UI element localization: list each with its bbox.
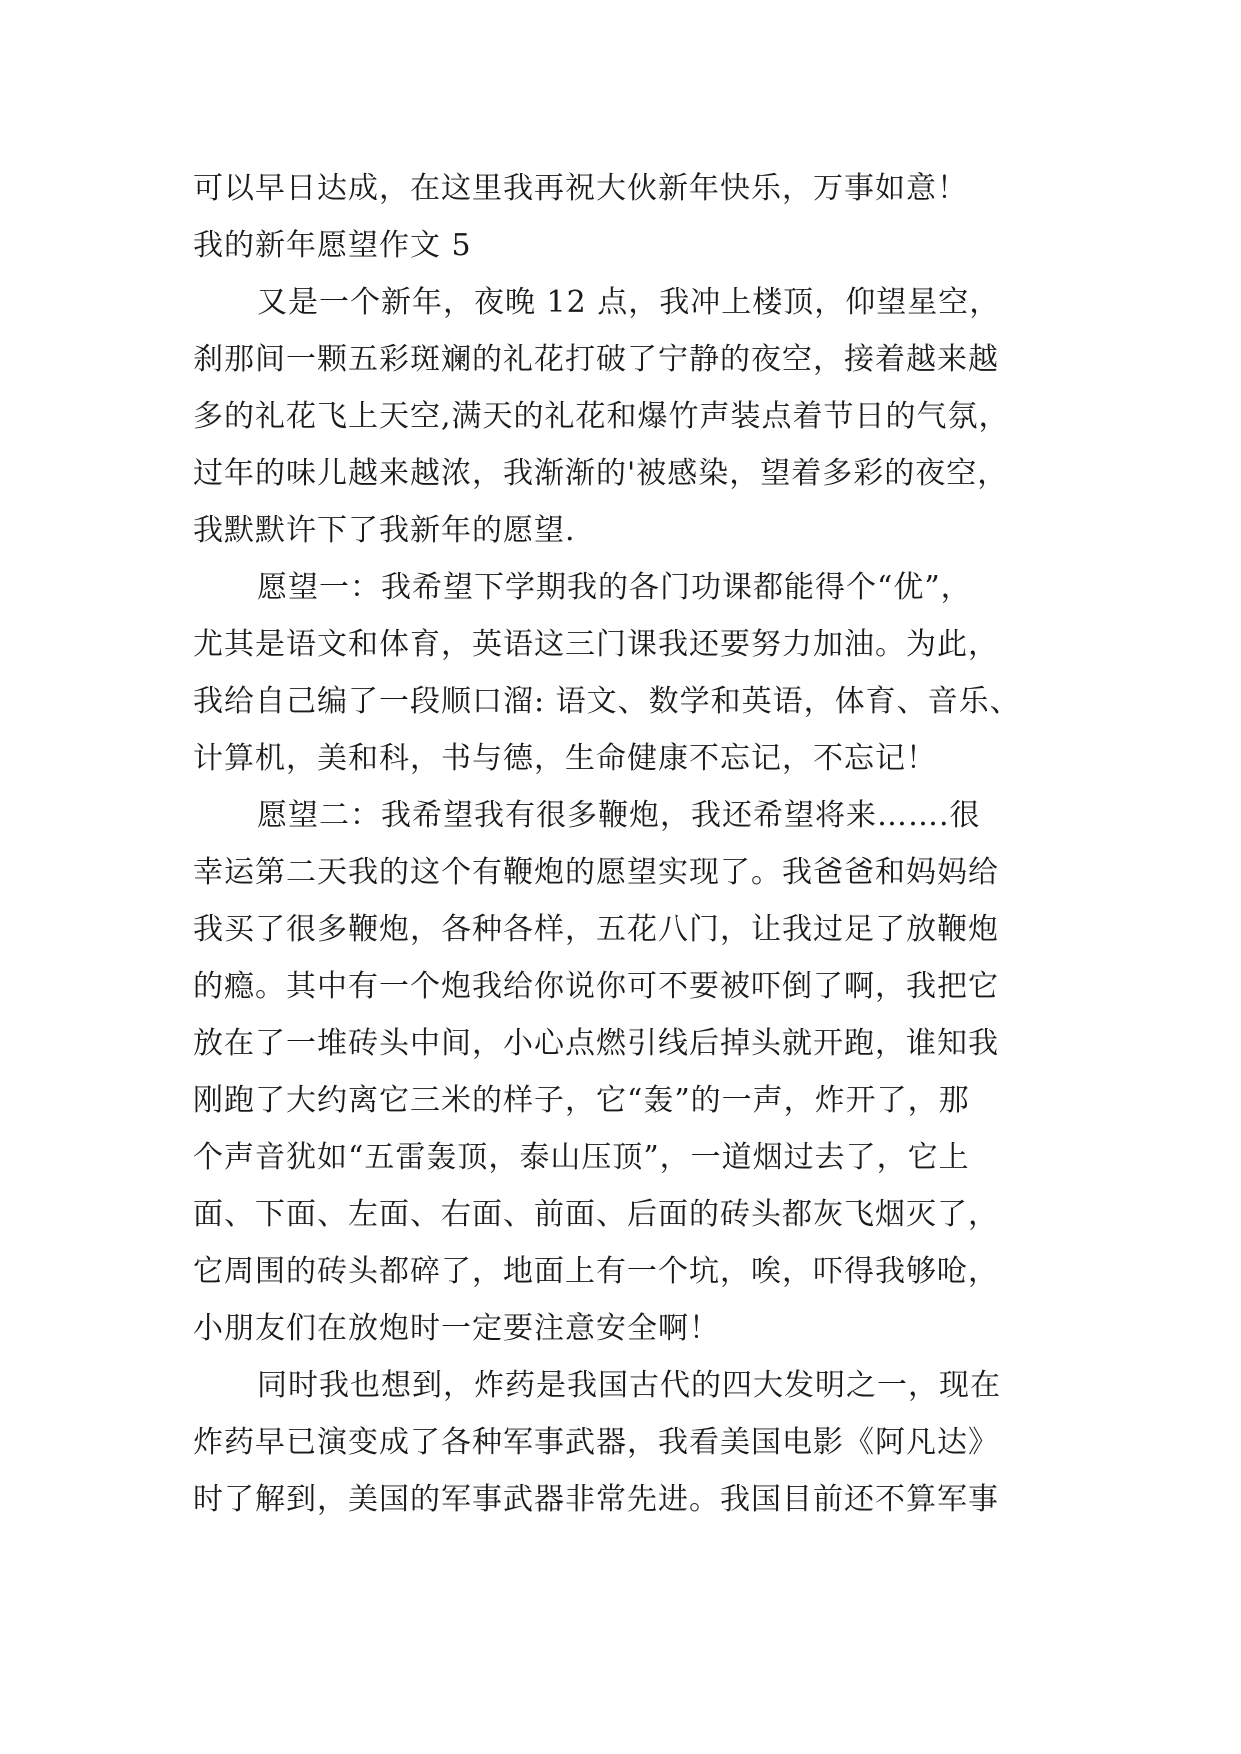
- text-line: 可以早日达成，在这里我再祝大伙新年快乐，万事如意！: [193, 171, 968, 206]
- text-line: 的瘾。其中有一个炮我给你说你可不要被吓倒了啊，我把它: [193, 969, 999, 1004]
- text-line: 面、下面、左面、右面、前面、后面的砖头都灰飞烟灭了，: [193, 1197, 999, 1232]
- text-line: 放在了一堆砖头中间，小心点燃引线后掉头就开跑，谁知我: [193, 1026, 999, 1061]
- text-line: 多的礼花飞上天空,满天的礼花和爆竹声装点着节日的气氛，: [193, 399, 1010, 434]
- text-line: 尤其是语文和体育，英语这三门课我还要努力加油。为此，: [193, 627, 999, 662]
- text-line: 我给自己编了一段顺口溜: 语文、数学和英语，体育、音乐、: [193, 684, 1021, 719]
- paragraph-first-line: 愿望一：我希望下学期我的各门功课都能得个“优”，: [257, 570, 972, 605]
- text-line: 炸药早已演变成了各种军事武器，我看美国电影《阿凡达》: [193, 1425, 999, 1460]
- text-line: 过年的味儿越来越浓，我渐渐的'被感染，望着多彩的夜空，: [193, 456, 1009, 491]
- text-line: 时了解到，美国的军事武器非常先进。我国目前还不算军事: [193, 1482, 999, 1517]
- text-line: 刚跑了大约离它三米的样子，它“轰”的一声，炸开了，那: [193, 1083, 970, 1118]
- text-line: 幸运第二天我的这个有鞭炮的愿望实现了。我爸爸和妈妈给: [193, 855, 999, 890]
- document-body: [193, 160, 1073, 1528]
- text-line: 它周围的砖头都碎了，地面上有一个坑，唉，吓得我够呛，: [193, 1254, 999, 1289]
- section-heading: 我的新年愿望作文 5: [193, 228, 472, 263]
- paragraph-first-line: 又是一个新年，夜晚 12 点，我冲上楼顶，仰望星空，: [257, 285, 1001, 320]
- paragraph-first-line: 愿望二：我希望我有很多鞭炮，我还希望将来…….很: [257, 798, 981, 833]
- text-line: 小朋友们在放炮时一定要注意安全啊！: [193, 1311, 720, 1346]
- paragraph-first-line: 同时我也想到，炸药是我国古代的四大发明之一，现在: [257, 1368, 1001, 1403]
- text-line: 个声音犹如“五雷轰顶，泰山压顶”，一道烟过去了，它上: [193, 1140, 970, 1175]
- text-line: 刹那间一颗五彩斑斓的礼花打破了宁静的夜空，接着越来越: [193, 342, 999, 377]
- text-line: 我默默许下了我新年的愿望.: [193, 513, 576, 548]
- text-line: 我买了很多鞭炮，各种各样，五花八门，让我过足了放鞭炮: [193, 912, 999, 947]
- text-line: 计算机，美和科，书与德，生命健康不忘记，不忘记！: [193, 741, 937, 776]
